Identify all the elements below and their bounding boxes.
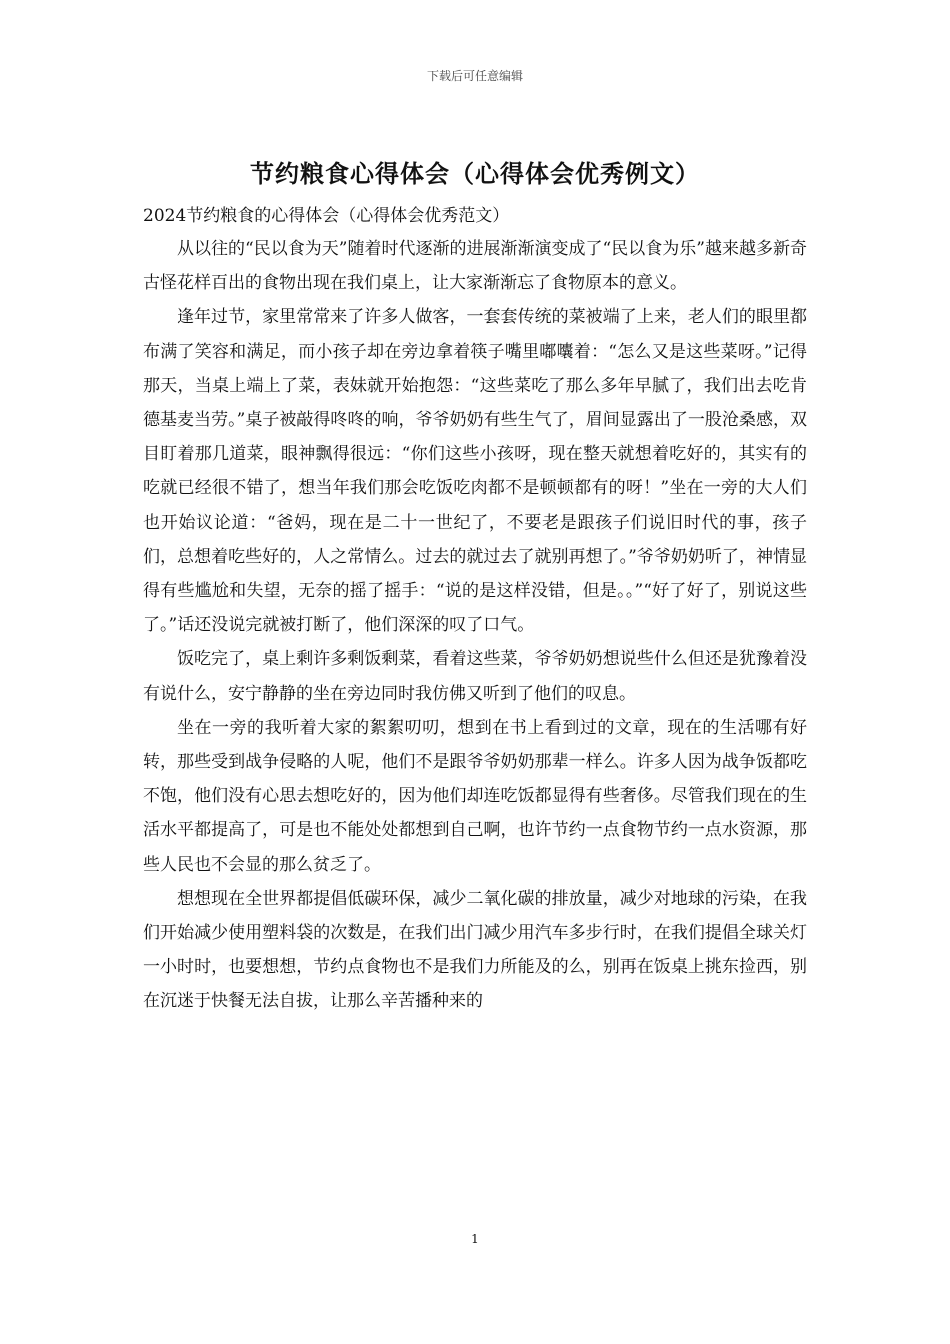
paragraph: 饭吃完了，桌上剩许多剩饭剩菜，看着这些菜，爷爷奶奶想说些什么但还是犹豫着没有说什么，安宁静静的坐在旁边同时我仿佛又听到了他们的叹息。 [143, 649, 807, 704]
paragraph: 从以往的“民以食为天”随着时代逐渐的进展渐渐演变成了“民以食为乐”越来越多新奇古怪花样百出的食物出现在我们桌上，让大家渐渐忘了食物原本的意义。 [143, 239, 807, 294]
document-title: 节约粮食心得体会（心得体会优秀例文） [250, 160, 700, 188]
paragraph: 逢年过节，家里常常来了许多人做客，一套套传统的菜被端了上来，老人们的眼里都布满了笑容和满足，而小孩子却在旁边拿着筷子嘴里嘟囔着：“怎么又是这些菜呀。”记得那天，当桌上端上了菜，表妹就开始抱怨：“这些菜吃了那么多年早腻了，我们出去吃肯德基麦当劳。”桌子被敲得咚咚的响，爷爷奶奶有些生气了，眉间显露出了一股沧桑感，双目盯着那几道菜，眼神飘得很远：“你们这些小孩呀，现在整天就想着吃好的，其实有的吃就已经很不错了，想当年我们那会吃饭吃肉都不是顿顿都有的呀！”坐在一旁的大人们也开始议论道：“爸妈，现在是二十一世纪了，不要老是跟孩子们说旧时代的事，孩子们，总想着吃些好的，人之常情么。过去的就过去了就别再想了。”爷爷奶奶听了，神情显得有些尴尬和失望，无奈的摇了摇手：“说的是这样没错，但是。。”“好了好了，别说这些了。”话还没说完就被打断了，他们深深的叹了口气。 [143, 307, 807, 636]
document-body [143, 232, 807, 1019]
document-subtitle: 2024节约粮食的心得体会（心得体会优秀范文） [143, 206, 510, 226]
page-number: 1 [471, 1232, 479, 1246]
paragraph: 坐在一旁的我听着大家的絮絮叨叨，想到在书上看到过的文章，现在的生活哪有好转，那些受到战争侵略的人呢，他们不是跟爷爷奶奶那辈一样么。许多人因为战争饭都吃不饱，他们没有心思去想吃好的，因为他们却连吃饭都显得有些奢侈。尽管我们现在的生活水平都提高了，可是也不能处处都想到自己啊，也许节约一点食物节约一点水资源，那些人民也不会显的那么贫乏了。 [143, 717, 807, 875]
paragraph: 想想现在全世界都提倡低碳环保，减少二氧化碳的排放量，减少对地球的污染，在我们开始减少使用塑料袋的次数是，在我们出门减少用汽车多步行时，在我们提倡全球关灯一小时时，也要想想，节约点食物也不是我们力所能及的么，别再在饭桌上挑东捡西，别在沉迷于快餐无法自拔，让那么辛苦播种来的 [143, 888, 807, 1012]
header-note: 下载后可任意编辑 [426, 69, 523, 83]
